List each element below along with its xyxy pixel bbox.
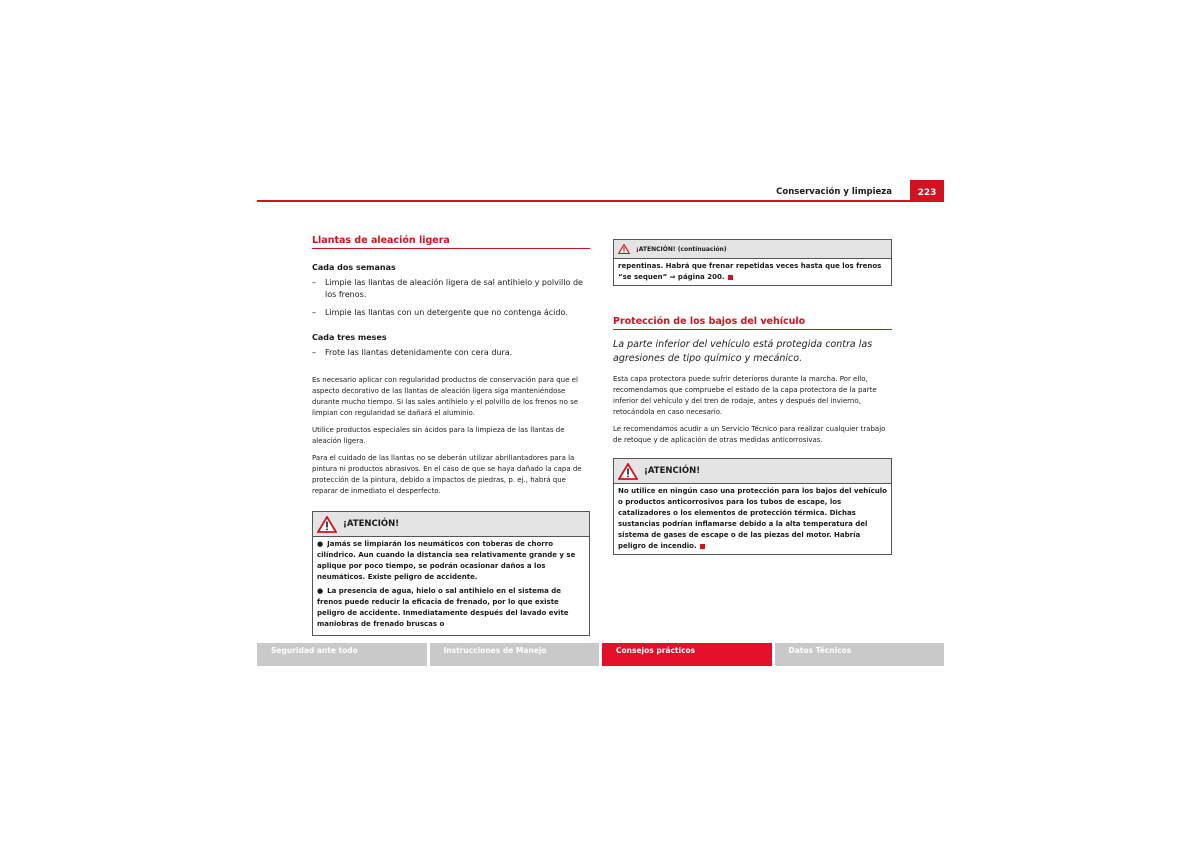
red-square-icon — [700, 544, 705, 549]
red-square-icon — [728, 275, 733, 280]
footer-tab-technical-data[interactable]: Datos Técnicos — [775, 643, 945, 666]
left-column — [312, 235, 590, 636]
bullet-dot: ● — [317, 540, 324, 548]
body-paragraph: Le recomendamos acudir a un Servicio Técnico para realizar cualquier trabajo de retoque y de aplicación de otras medidas anticorrosivas. — [613, 425, 886, 444]
subheading-every-three-months: Cada tres meses — [312, 333, 387, 342]
body-paragraph: Utilice productos especiales sin ácidos para la limpieza de las llantas de aleación ligera. — [312, 426, 565, 445]
body-paragraph: Es necesario aplicar con regularidad productos de conservación para que el aspecto decorativo de las llantas de aleación ligera siga manteniéndose durante mucho tiempo. Si las sales antihielo y el polvillo de los frenos no se limpian con regularidad se dañará el aluminio. — [312, 376, 579, 417]
warning-header — [614, 240, 891, 259]
warning-body — [614, 259, 891, 285]
dash-marker: – — [312, 278, 316, 287]
warning-body — [313, 537, 589, 635]
running-header: Conservación y limpieza — [776, 187, 892, 197]
subheading-every-two-weeks: Cada dos semanas — [312, 263, 396, 272]
body-paragraph: Esta capa protectora puede sufrir deterioros durante la marcha. Por ello, recomendamos que compruebe el estado de la capa protectora de la parte inferior del vehículo y del tren de rodaje, antes y después del invierno, retocándola en caso necesario. — [613, 375, 877, 416]
warning-triangle-icon — [618, 244, 630, 254]
warning-body — [614, 484, 891, 554]
lead-paragraph: La parte inferior del vehículo está protegida contra las agresiones de tipo químico y mecánico. — [613, 339, 873, 364]
section-title-underbody: Protección de los bajos del vehículo — [613, 316, 892, 330]
footer-tab-operating-instructions[interactable]: Instrucciones de Manejo — [430, 643, 600, 666]
warning-continuation-box — [613, 239, 892, 286]
list-item — [312, 347, 590, 359]
warning-box — [312, 511, 590, 636]
dash-marker: – — [312, 308, 316, 317]
warning-triangle-icon — [317, 516, 337, 533]
warning-header — [614, 459, 891, 484]
warning-triangle-icon — [618, 463, 638, 480]
list-item — [312, 307, 590, 319]
warning-label: ¡ATENCIÓN! — [644, 465, 701, 476]
header-rule — [257, 200, 944, 202]
dash-marker: – — [312, 348, 316, 357]
footer-tab-practical-tips[interactable]: Consejos prácticos — [602, 643, 772, 666]
warning-item-text: Jamás se limpiarán los neumáticos con toberas de chorro cilíndrico. Aun cuando la distancia sea relativamente grande y se aplique por poco tiempo, se podrán ocasionar daños a los neumáticos. Existe peligro de accidente. — [317, 540, 576, 581]
warning-item — [317, 586, 585, 630]
footer-tab-safety[interactable]: Seguridad ante todo — [257, 643, 427, 666]
list-item-text: Limpie las llantas de aleación ligera de sal antihielo y polvillo de los frenos. — [325, 278, 583, 299]
warning-header — [313, 512, 589, 537]
warning-text: repentinas. Habrá que frenar repetidas veces hasta que los frenos “se sequen” ⇒ página 200. — [618, 262, 882, 281]
warning-label: ¡ATENCIÓN! — [343, 518, 400, 529]
warning-box — [613, 458, 892, 555]
warning-item — [317, 539, 585, 583]
footer-nav — [257, 643, 944, 666]
body-paragraph: Para el cuidado de las llantas no se deberán utilizar abrillantadores para la pintura ni productos abrasivos. En el caso de que se haya dañado la capa de protección de la pintura, debido a impactos de piedras, p. ej., habrá que reparar de inmediato el desperfecto. — [312, 454, 582, 495]
warning-item-text: La presencia de agua, hielo o sal antihielo en el sistema de frenos puede reducir la eficacia de frenado, por lo que existe peligro de accidente. Inmediatamente después del lavado evite maniobras de frenado bruscas o — [317, 587, 569, 628]
page-number: 223 — [910, 180, 944, 201]
right-column — [613, 239, 892, 555]
list-item-text: Frote las llantas detenidamente con cera dura. — [325, 348, 513, 357]
warning-label: ¡ATENCIÓN! (continuación) — [636, 245, 727, 253]
list-item-text: Limpie las llantas con un detergente que no contenga ácido. — [325, 308, 568, 317]
list-item — [312, 277, 590, 301]
section-title-alloy-wheels: Llantas de aleación ligera — [312, 235, 590, 249]
warning-text: No utilice en ningún caso una protección para los bajos del vehículo o productos anticorrosivos para los tubos de escape, los catalizadores o los elementos de protección térmica. Dichas sustancias podrían inflamarse debido a la alta temperatura del sistema de gases de escape o de las piezas del motor. Habría peligro de incendio. — [618, 487, 887, 550]
bullet-dot: ● — [317, 587, 324, 595]
